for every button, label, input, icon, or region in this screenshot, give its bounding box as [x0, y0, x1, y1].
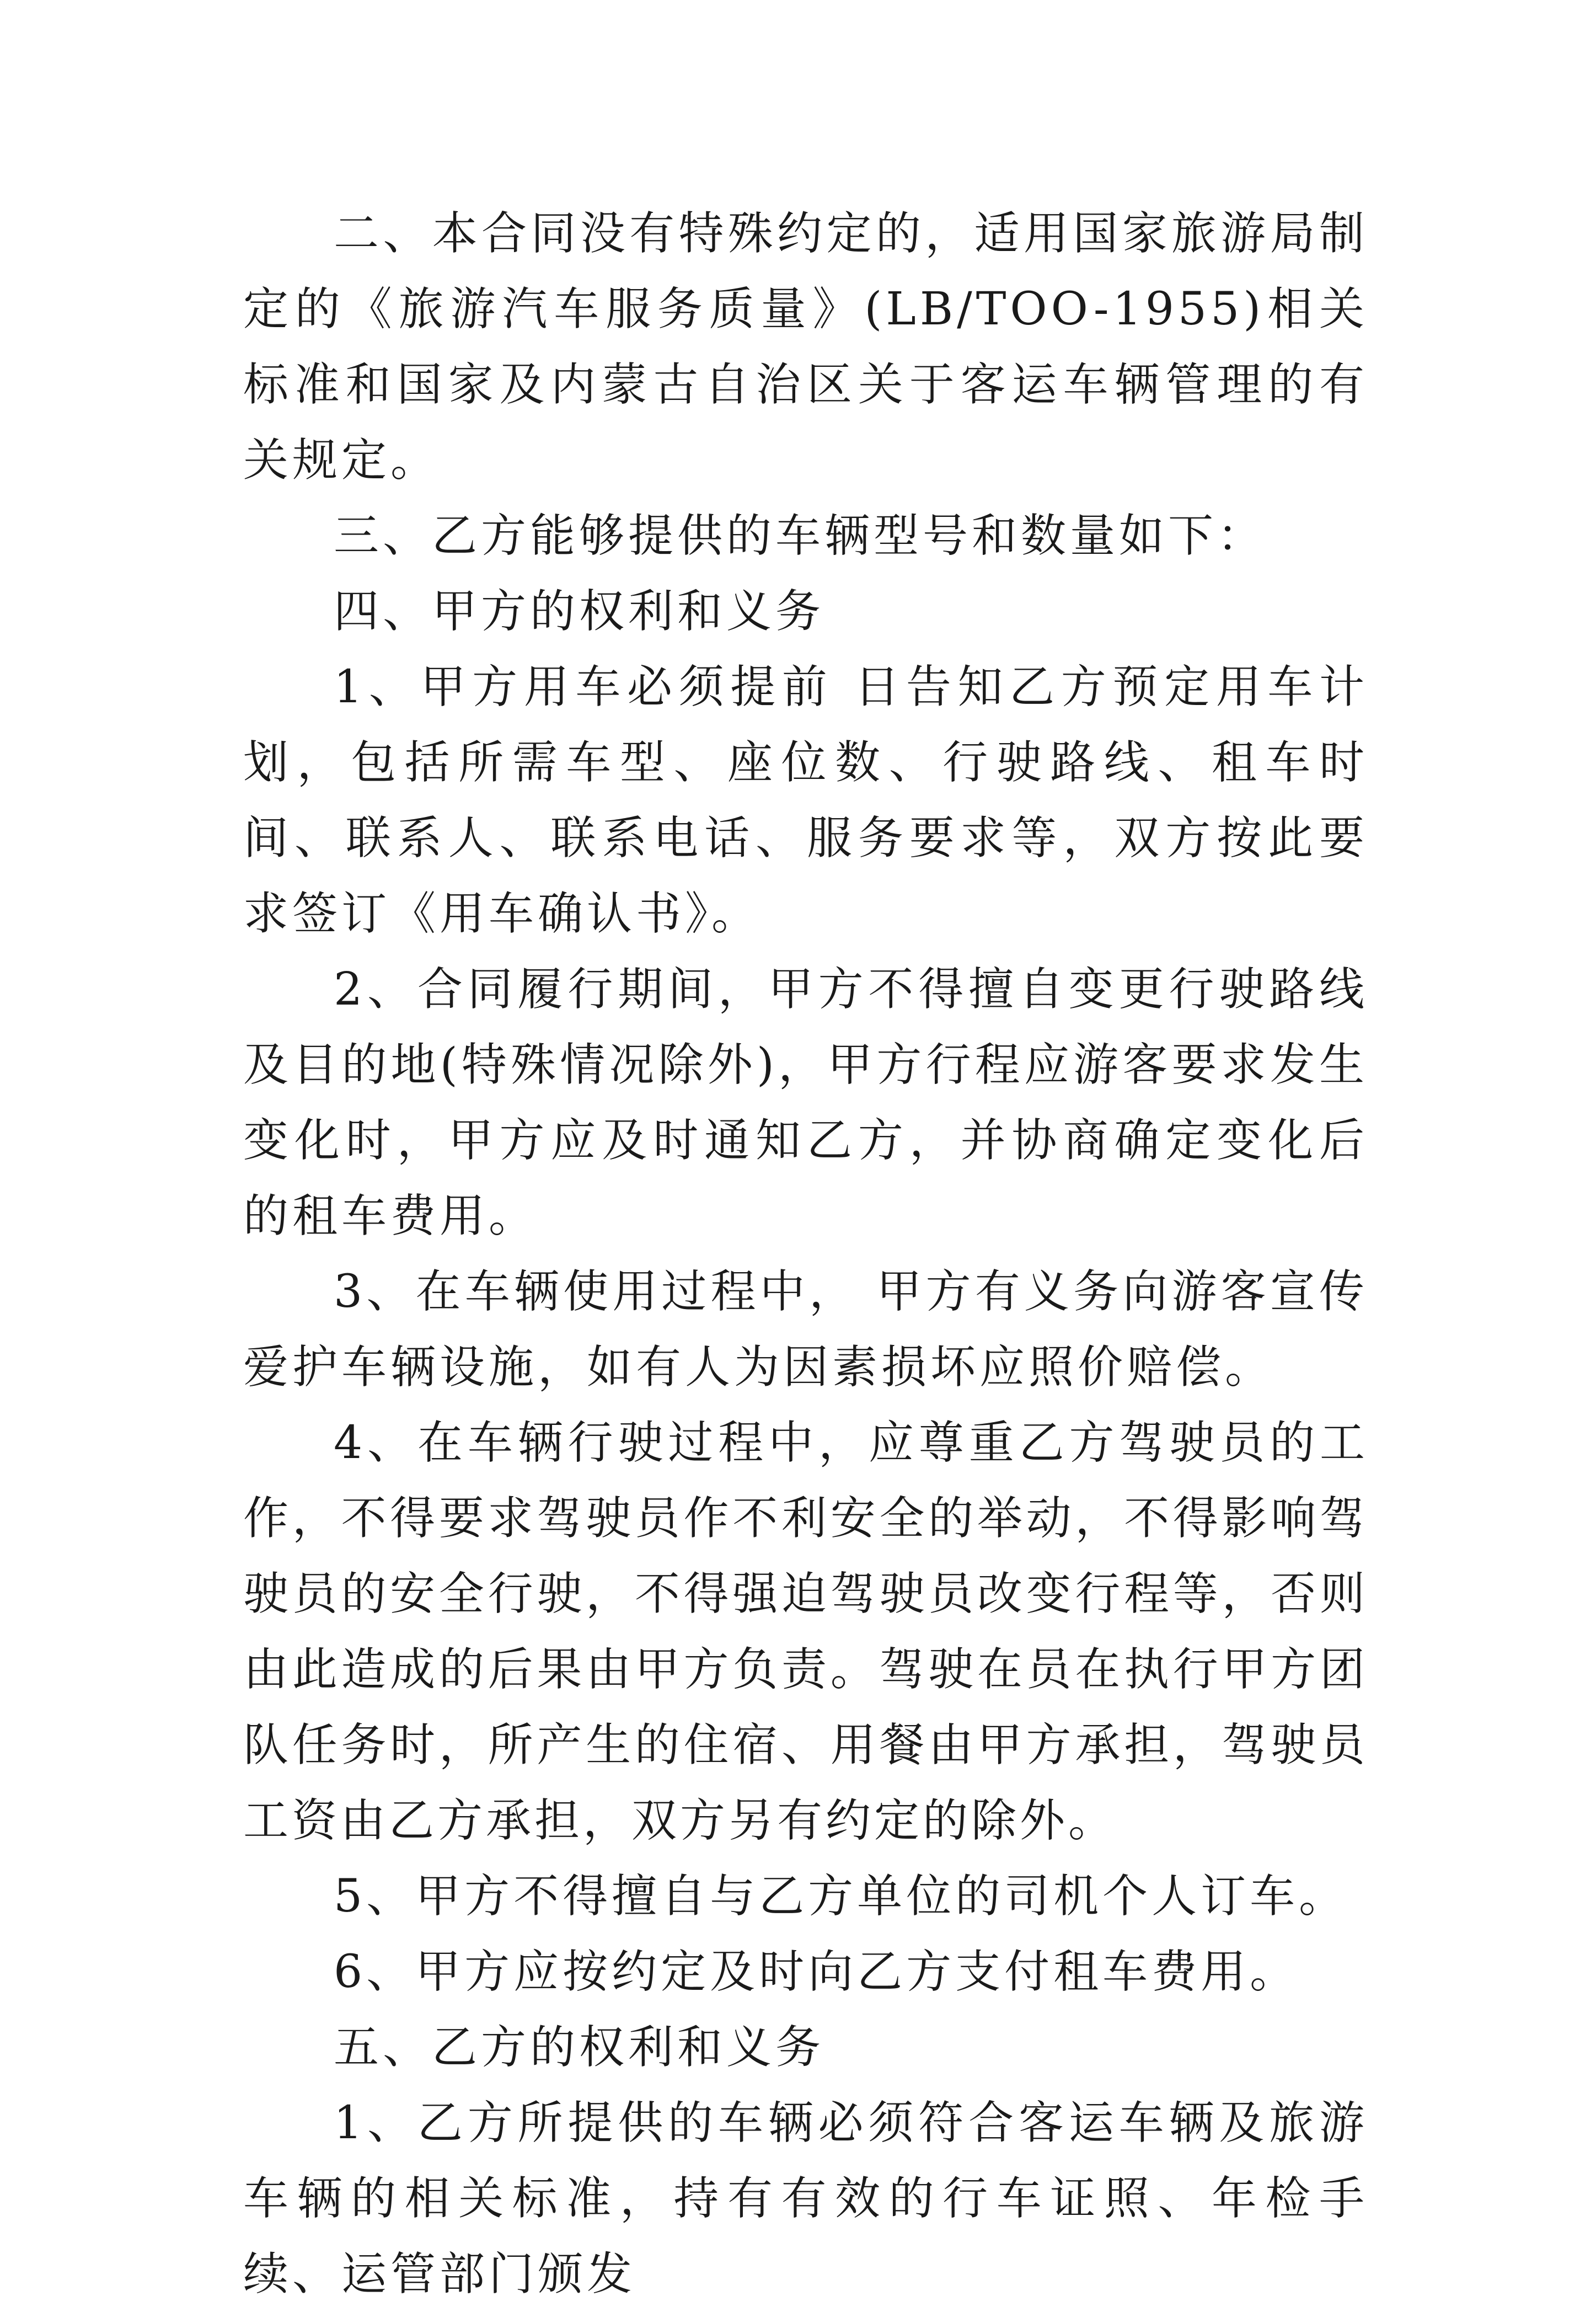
heading-party-a-rights: 四、甲方的权利和义务	[334, 585, 825, 638]
paragraph-party-b-item-1: 1、乙方所提供的车辆必须符合客运车辆及旅游车辆的相关标准，持有有效的行车证照、年检手续、运管部门颁发	[243, 2097, 1368, 2300]
paragraph-vehicle-models: 三、乙方能够提供的车辆型号和数量如下：	[334, 510, 1267, 562]
paragraph-party-a-item-2: 2、合同履行期间，甲方不得擅自变更行驶路线及目的地(特殊情况除外)，甲方行程应游客要求发生变化时，甲方应及时通知乙方，并协商确定变化后的租车费用。	[243, 963, 1368, 1242]
paragraph-party-a-item-5: 5、甲方不得擅自与乙方单位的司机个人订车。	[334, 1870, 1348, 1923]
paragraph-party-a-item-4: 4、在车辆行驶过程中，应尊重乙方驾驶员的工作，不得要求驾驶员作不利安全的举动，不得影响驾驶员的安全行驶，不得强迫驾驶员改变行程等，否则由此造成的后果由甲方负责。驾驶在员在执行甲方团队任务时，所产生的住宿、用餐由甲方承担，驾驶员工资由乙方承担，双方另有约定的除外。	[243, 1417, 1368, 1847]
paragraph-party-a-item-3: 3、在车辆使用过程中， 甲方有义务向游客宣传爱护车辆设施，如有人为因素损坏应照价赔偿。	[243, 1266, 1368, 1393]
paragraph-applicable-standards: 二、本合同没有特殊约定的，适用国家旅游局制定的《旅游汽车服务质量》(LB/TOO-1955)相关标准和国家及内蒙古自治区关于客运车辆管理的有关规定。	[243, 207, 1368, 487]
paragraph-party-a-item-6: 6、甲方应按约定及时向乙方支付租车费用。	[334, 1946, 1299, 1998]
paragraph-party-a-item-1: 1、甲方用车必须提前 日告知乙方预定用车计划，包括所需车型、座位数、行驶路线、租车时间、联系人、联系电话、服务要求等，双方按此要求签订《用车确认书》。	[243, 661, 1368, 940]
document-body	[243, 196, 1368, 2312]
heading-party-b-rights: 五、乙方的权利和义务	[334, 2021, 825, 2074]
